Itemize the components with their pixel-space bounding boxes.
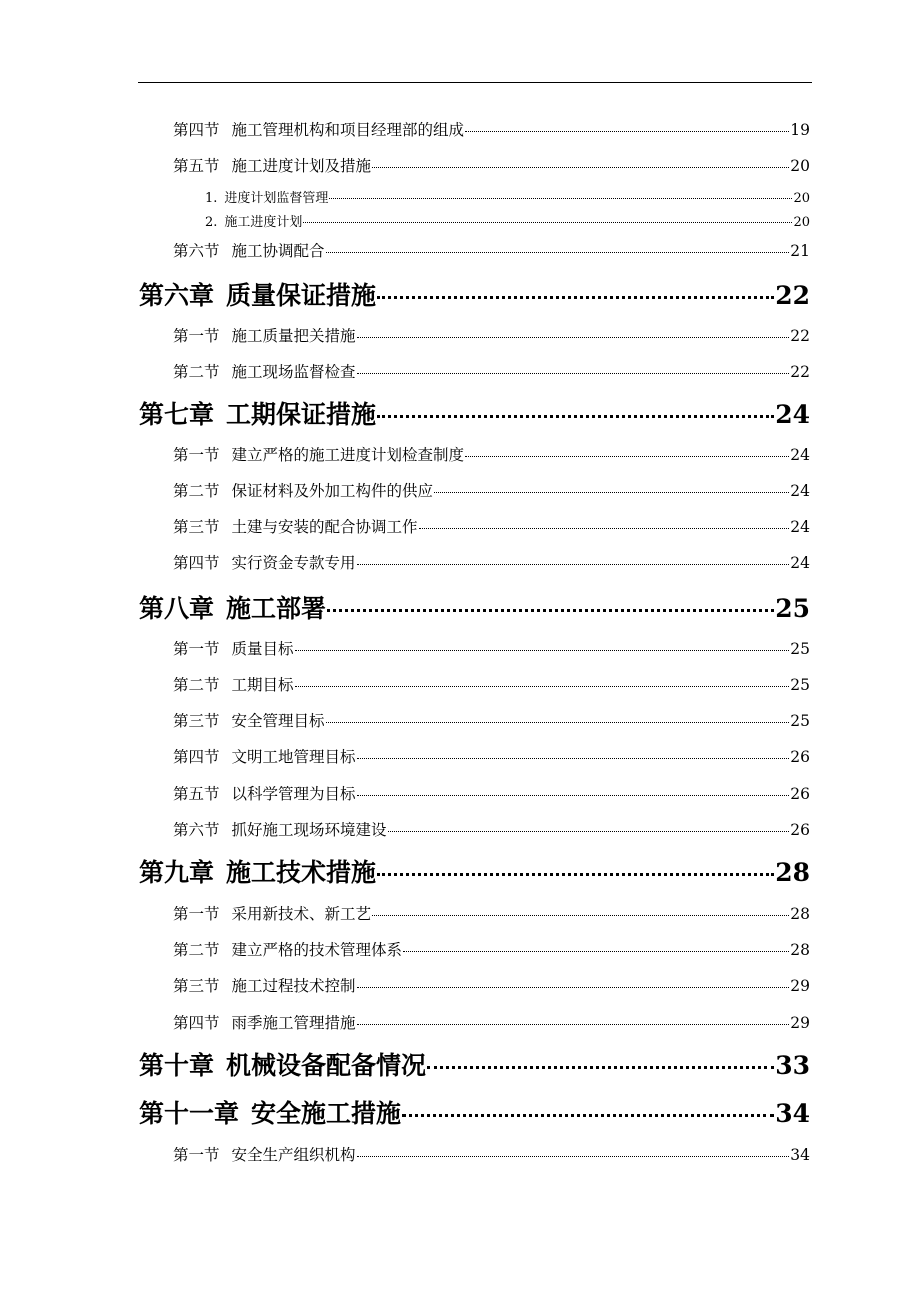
toc-page-number: 26 (790, 785, 810, 803)
toc-chapter-number: 第十一章 (139, 1099, 240, 1128)
toc-entry[interactable] (173, 974, 810, 996)
toc-entry-number: 第二节 (173, 676, 220, 694)
toc-entry-title: 安全管理目标 (231, 712, 325, 730)
toc-entry-number: 第一节 (173, 640, 220, 658)
toc-entry-label (205, 187, 328, 206)
toc-entry[interactable] (173, 551, 810, 573)
toc-leader (329, 198, 792, 199)
toc-entry-title: 建立严格的技术管理体系 (231, 941, 403, 959)
toc-entry-label (173, 637, 294, 659)
toc-page-number: 26 (790, 748, 810, 766)
toc-entry-number: 第四节 (173, 1014, 220, 1032)
header-rule (138, 82, 812, 83)
toc-entry[interactable] (205, 187, 810, 206)
toc-entry[interactable] (173, 709, 810, 731)
toc-page-number: 25 (790, 676, 810, 694)
toc-leader (357, 564, 790, 565)
toc-entry-title: 安全生产组织机构 (231, 1146, 356, 1164)
toc-entry-label (173, 902, 371, 924)
toc-leader (427, 1066, 774, 1069)
toc-page-number: 21 (790, 242, 810, 260)
toc-leader (303, 222, 792, 223)
toc-entry-title: 实行资金专款专用 (231, 554, 356, 572)
toc-entry-title: 采用新技术、新工艺 (231, 905, 372, 923)
toc-entry-title: 建立严格的施工进度计划检查制度 (231, 446, 465, 464)
toc-entry-number: 第五节 (173, 785, 220, 803)
toc-entry-label (173, 324, 356, 346)
toc-entry-number: 2. (205, 215, 218, 230)
toc-entry-label (205, 211, 302, 230)
toc-leader (402, 1114, 774, 1117)
toc-entry-number: 第三节 (173, 518, 220, 536)
toc-leader (434, 492, 789, 493)
toc-chapter-number: 第十章 (139, 1051, 215, 1080)
toc-chapter-entry[interactable] (139, 395, 810, 431)
toc-leader (377, 873, 774, 876)
toc-entry-title: 施工质量把关措施 (231, 327, 356, 345)
toc-entry-title: 进度计划监督管理 (224, 191, 329, 206)
toc-entry-title: 施工进度计划及措施 (231, 157, 372, 175)
toc-page-number: 28 (775, 858, 810, 887)
toc-entry-number: 第六节 (173, 242, 220, 260)
toc-entry-label (139, 276, 376, 312)
toc-entry-label (139, 1094, 401, 1130)
toc-entry-number: 第六节 (173, 821, 220, 839)
toc-entry-title: 工期目标 (231, 676, 294, 694)
toc-page-number: 29 (790, 1014, 810, 1032)
toc-leader (327, 609, 774, 612)
toc-page-number: 19 (790, 121, 810, 139)
toc-page-number: 22 (775, 281, 810, 310)
toc-entry-number: 第二节 (173, 363, 220, 381)
toc-entry-title: 施工协调配合 (231, 242, 325, 260)
toc-entry[interactable] (173, 637, 810, 659)
toc-entry[interactable] (173, 1143, 810, 1165)
toc-chapter-title: 工期保证措施 (226, 400, 377, 429)
toc-entry-label (173, 938, 402, 960)
toc-entry-title: 以科学管理为目标 (231, 785, 356, 803)
toc-entry[interactable] (173, 360, 810, 382)
toc-entry-title: 保证材料及外加工构件的供应 (231, 482, 434, 500)
toc-leader (372, 167, 789, 168)
toc-entry-label (173, 515, 418, 537)
toc-chapter-title: 施工技术措施 (226, 858, 377, 887)
toc-entry-number: 第一节 (173, 446, 220, 464)
toc-entry-title: 施工现场监督检查 (231, 363, 356, 381)
toc-page-number: 33 (775, 1051, 810, 1080)
toc-chapter-title: 安全施工措施 (251, 1099, 402, 1128)
toc-leader (372, 915, 789, 916)
toc-entry[interactable] (173, 239, 810, 261)
toc-page-number: 20 (793, 215, 810, 230)
toc-chapter-title: 质量保证措施 (226, 281, 377, 310)
toc-page-number: 25 (790, 640, 810, 658)
toc-entry-label (173, 709, 325, 731)
toc-leader (377, 296, 774, 299)
toc-leader (326, 722, 790, 723)
toc-page-number: 29 (790, 977, 810, 995)
toc-chapter-number: 第八章 (139, 594, 215, 623)
toc-page-number: 34 (790, 1146, 810, 1164)
toc-entry-number: 第一节 (173, 905, 220, 923)
toc-leader (357, 987, 790, 988)
toc-entry-label (139, 853, 376, 889)
toc-entry[interactable] (173, 745, 810, 767)
toc-entry[interactable] (173, 902, 810, 924)
toc-entry-number: 第一节 (173, 1146, 220, 1164)
toc-entry-label (173, 1143, 356, 1165)
toc-leader (295, 650, 790, 651)
toc-entry-number: 第二节 (173, 941, 220, 959)
toc-chapter-number: 第六章 (139, 281, 215, 310)
toc-entry[interactable] (173, 1011, 810, 1033)
toc-entry-label (173, 154, 371, 176)
toc-chapter-entry[interactable] (139, 276, 810, 312)
toc-page-number: 25 (790, 712, 810, 730)
toc-entry[interactable] (173, 443, 810, 465)
toc-entry[interactable] (173, 324, 810, 346)
toc-entry-label (173, 818, 387, 840)
toc-entry[interactable] (173, 154, 810, 176)
toc-entry-number: 1. (205, 191, 218, 206)
toc-leader (295, 686, 790, 687)
toc-entry[interactable] (173, 782, 810, 804)
toc-chapter-entry[interactable] (139, 1046, 810, 1082)
toc-entry-number: 第四节 (173, 554, 220, 572)
toc-entry-label (173, 551, 356, 573)
toc-chapter-title: 机械设备配备情况 (226, 1051, 427, 1080)
toc-entry[interactable] (173, 479, 810, 501)
toc-leader (357, 795, 790, 796)
toc-chapter-title: 施工部署 (226, 594, 327, 623)
toc-page-number: 24 (790, 518, 810, 536)
toc-page-number: 24 (790, 446, 810, 464)
toc-entry[interactable] (173, 938, 810, 960)
toc-entry-label (173, 360, 356, 382)
toc-leader (357, 337, 790, 338)
toc-entry-label (173, 239, 325, 261)
toc-page-number: 28 (790, 905, 810, 923)
toc-entry-title: 雨季施工管理措施 (231, 1014, 356, 1032)
toc-entry-label (173, 974, 356, 996)
toc-entry-number: 第三节 (173, 977, 220, 995)
toc-leader (388, 831, 790, 832)
toc-entry-label (173, 118, 464, 140)
toc-entry-label (173, 782, 356, 804)
toc-page-number: 22 (790, 363, 810, 381)
toc-leader (357, 758, 790, 759)
toc-page-number: 20 (793, 191, 810, 206)
toc-entry[interactable] (205, 211, 810, 230)
toc-entry-label (139, 589, 326, 625)
toc-chapter-number: 第九章 (139, 858, 215, 887)
toc-leader (419, 528, 790, 529)
toc-page-number: 25 (775, 594, 810, 623)
toc-entry-label (139, 395, 376, 431)
toc-chapter-entry[interactable] (139, 1094, 810, 1130)
toc-entry[interactable] (173, 818, 810, 840)
toc-entry[interactable] (173, 673, 810, 695)
toc-entry-label (173, 479, 433, 501)
toc-entry[interactable] (173, 515, 810, 537)
toc-page-number: 24 (790, 554, 810, 572)
toc-page-number: 24 (775, 400, 810, 429)
toc-leader (403, 951, 789, 952)
toc-chapter-entry[interactable] (139, 589, 810, 625)
toc-entry-number: 第三节 (173, 712, 220, 730)
toc-leader (357, 1156, 790, 1157)
toc-page-number: 28 (790, 941, 810, 959)
toc-entry[interactable] (173, 118, 810, 140)
toc-page-number: 24 (790, 482, 810, 500)
toc-entry-number: 第四节 (173, 121, 220, 139)
toc-entry-title: 土建与安装的配合协调工作 (231, 518, 418, 536)
toc-entry-label (139, 1046, 426, 1082)
toc-entry-title: 抓好施工现场环境建设 (231, 821, 387, 839)
toc-entry-number: 第四节 (173, 748, 220, 766)
toc-entry-title: 施工进度计划 (224, 215, 303, 230)
toc-entry-title: 施工管理机构和项目经理部的组成 (231, 121, 465, 139)
toc-entry-label (173, 673, 294, 695)
toc-entry-label (173, 1011, 356, 1033)
toc-entry-title: 施工过程技术控制 (231, 977, 356, 995)
toc-entry-number: 第二节 (173, 482, 220, 500)
toc-leader (357, 1024, 790, 1025)
toc-leader (377, 415, 774, 418)
toc-chapter-number: 第七章 (139, 400, 215, 429)
toc-entry-number: 第五节 (173, 157, 220, 175)
toc-leader (465, 456, 789, 457)
toc-leader (465, 131, 789, 132)
toc-leader (357, 373, 790, 374)
toc-entry-label (173, 745, 356, 767)
toc-entry-title: 文明工地管理目标 (231, 748, 356, 766)
toc-page-number: 26 (790, 821, 810, 839)
toc-entry-number: 第一节 (173, 327, 220, 345)
toc-entry-title: 质量目标 (231, 640, 294, 658)
toc-page-number: 20 (790, 157, 810, 175)
toc-entry-label (173, 443, 464, 465)
toc-page-number: 22 (790, 327, 810, 345)
toc-page-number: 34 (775, 1099, 810, 1128)
toc-chapter-entry[interactable] (139, 853, 810, 889)
toc-leader (326, 252, 790, 253)
